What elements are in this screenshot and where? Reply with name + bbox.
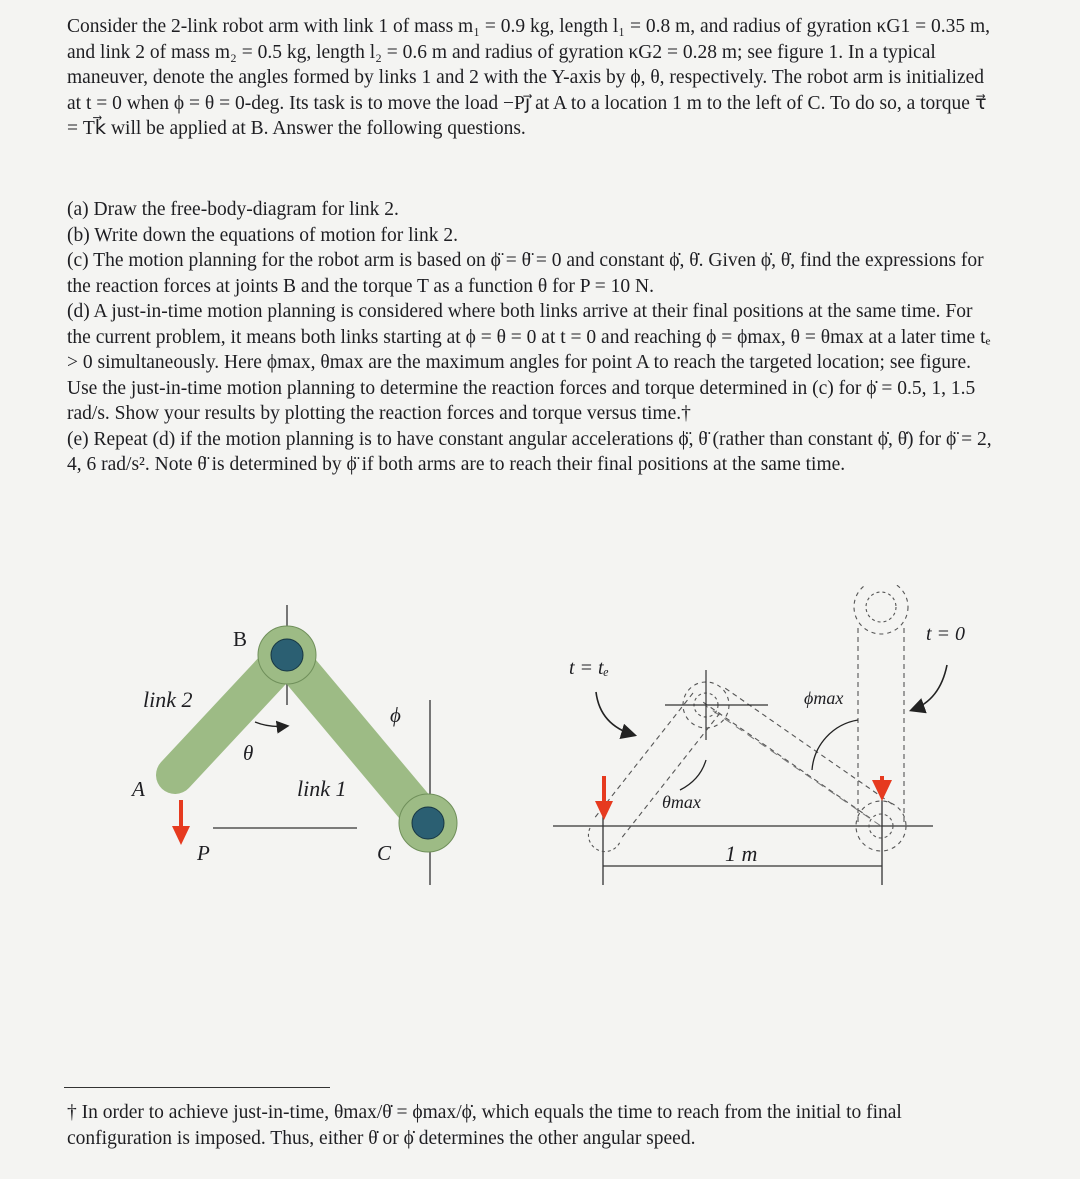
left-figure <box>130 605 457 885</box>
label-A: A <box>132 777 145 801</box>
init-top-joint-inner <box>866 592 896 622</box>
label-t0: t = 0 <box>926 623 966 645</box>
question-b: (b) Write down the equations of motion for link 2. <box>67 224 458 246</box>
label-link1: link 1 <box>297 776 347 801</box>
intro-text: Consider the 2-link robot arm with link 1 of mass m₁ = 0.9 kg, length l₁ = 0.8 m, and radius of gyration κG1 = 0.35 m, and link 2 of mass m₂ = 0.5 kg, length l₂ = 0.6 m and radius of gyration κG2 = 0.28 m; see figure 1. In a typical maneuver, denote the angles formed by links 1 and 2 with the Y-axis by ϕ, θ, respectively. The robot arm is initialized at t = 0 when ϕ = θ = 0-deg. Its task is to move the load −Pj⃗ at A to a location 1 m to the left of C. To do so, a torque τ⃗ = Tk⃗ will be applied at B. Answer the following questions. <box>67 16 990 139</box>
question-c: (c) The motion planning for the robot arm is based on ϕ̈ = θ̈ = 0 and constant ϕ̇, θ̇. Given ϕ̇, θ̇, find the expressions for the reaction forces at joints B and the torque T as a function θ for P = 10 N. <box>67 250 984 297</box>
question-d: (d) A just-in-time motion planning is considered where both links arrive at their final positions at the same time. For the current problem, it means both links starting at ϕ = θ = 0 at t = 0 and reaching ϕ = ϕmax, θ = θmax at a later time tₑ > 0 simultaneously. Here ϕmax, θmax are the maximum angles for point A to reach the targeted location; see figure. Use the just-in-time motion planning to determine the reaction forces and torque determined in (c) for ϕ̇ = 0.5, 1, 1.5 rad/s. Show your results by plotting the reaction forces and torque versus time.† <box>67 301 991 424</box>
label-1m: 1 m <box>725 841 758 866</box>
init-load-head <box>872 780 892 801</box>
question-a: (a) Draw the free-body-diagram for link 2. <box>67 199 399 220</box>
init-top-joint-outer <box>854 585 908 634</box>
load-arrow-head <box>172 826 190 845</box>
footnote-rule <box>64 1087 330 1088</box>
joint-B-pin <box>271 639 303 671</box>
t0-motion-arrow <box>912 665 947 710</box>
label-P: P <box>197 841 210 865</box>
label-phi: ϕ <box>390 703 401 727</box>
label-thetamax: θmax <box>662 792 701 812</box>
final-link1-edge-a <box>700 700 870 818</box>
final-A-end <box>588 828 620 852</box>
problem-intro <box>67 14 992 142</box>
te-motion-arrow <box>596 692 634 735</box>
final-load-head <box>595 801 613 820</box>
label-link2: link 2 <box>143 687 193 712</box>
label-theta: θ <box>243 741 254 765</box>
label-C: C <box>377 841 392 865</box>
phimax-arc <box>812 720 858 770</box>
thetamax-arc <box>680 760 706 790</box>
theta-arc <box>255 722 287 727</box>
final-link1-centerline <box>706 706 881 826</box>
question-list <box>67 197 992 478</box>
label-te: t = tₑ <box>569 657 609 679</box>
final-link2-edge-b <box>620 713 720 840</box>
question-e: (e) Repeat (d) if the motion planning is to have constant angular accelerations ϕ̈, θ̈ (rather than constant ϕ̇, θ̇) for ϕ̈ = 2, 4, 6 rad/s². Note θ̈ is determined by ϕ̈ if both arms are to reach their final positions at the same time. <box>67 428 992 475</box>
joint-C-pin <box>412 807 444 839</box>
right-figure <box>553 585 965 885</box>
label-phimax: ϕmax <box>804 688 844 708</box>
footnote <box>67 1100 992 1151</box>
robot-arm-figure <box>0 585 1080 895</box>
label-B: B <box>233 627 248 651</box>
footnote-text: † In order to achieve just-in-time, θmax/θ̇ = ϕmax/ϕ̇, which equals the time to reach from the initial to final configuration is imposed. Thus, either θ̇ or ϕ̇ determines the other angular speed. <box>67 1102 902 1149</box>
